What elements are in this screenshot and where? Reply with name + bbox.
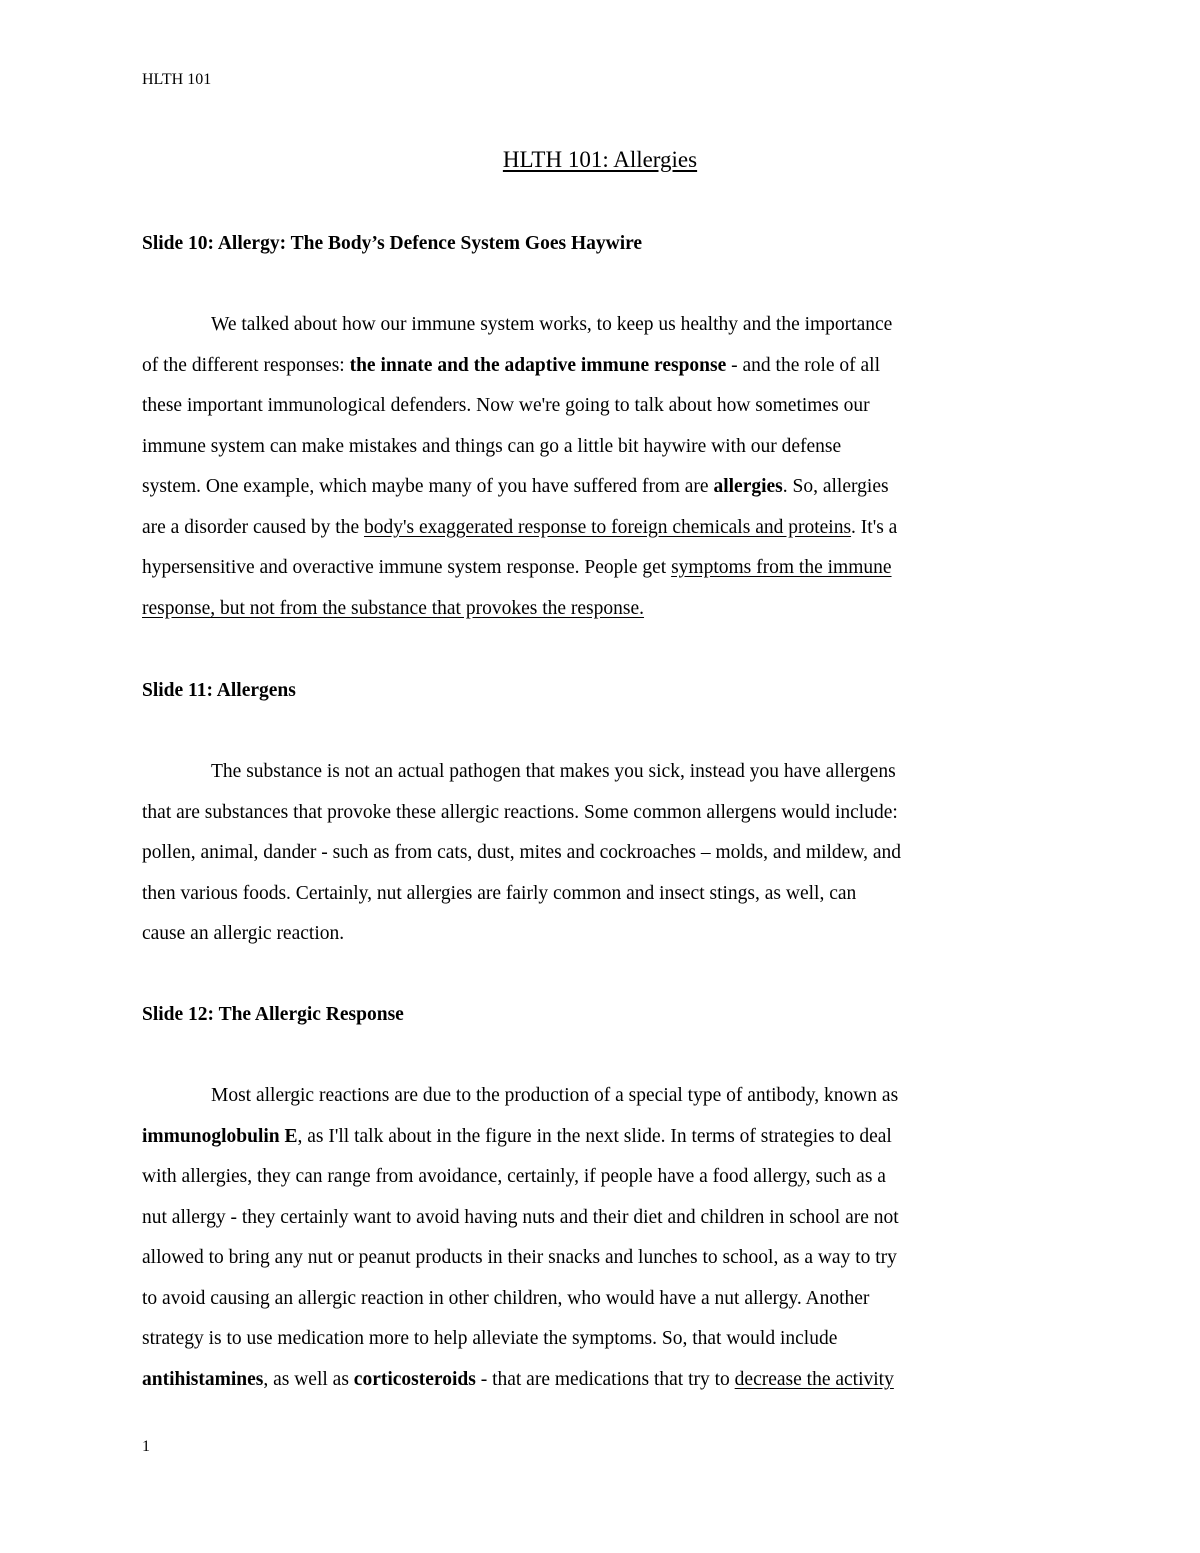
paragraph-line: these important immunological defenders. Now we're going to talk about how sometimes our [142, 395, 870, 416]
paragraph-slide-12 [142, 1076, 1072, 1400]
paragraph-line: that are substances that provoke these allergic reactions. Some common allergens would include: [142, 801, 898, 823]
paragraph-line: cause an allergic reaction. [142, 923, 345, 944]
paragraph-line: of the different responses: the innate and the adaptive immune response - and the role of all [142, 354, 881, 376]
bold-term: immunoglobulin E [142, 1125, 298, 1147]
paragraph-line: strategy is to use medication more to help alleviate the symptoms. So, that would include [142, 1328, 838, 1349]
paragraph-line: nut allergy - they certainly want to avoid having nuts and their diet and children in school are not [142, 1206, 899, 1228]
underlined-phrase: symptoms from the immune [671, 557, 892, 578]
paragraph-line: then various foods. Certainly, nut allergies are fairly common and insect stings, as well, can [142, 882, 857, 904]
paragraph-line: We talked about how our immune system works, to keep us healthy and the importance [211, 314, 893, 335]
running-head: HLTH 101 [142, 71, 212, 88]
paragraph-line: are a disorder caused by the body's exaggerated response to foreign chemicals and proteins. It's a [142, 516, 898, 538]
paragraph-line: to avoid causing an allergic reaction in other children, who would have a nut allergy. Another [142, 1287, 870, 1309]
underlined-phrase: response, but not from the substance that provokes the response. [142, 597, 645, 619]
paragraph-line: allowed to bring any nut or peanut products in their snacks and lunches to school, as a way to try [142, 1247, 897, 1268]
section-heading-slide-11: Slide 11: Allergens [142, 680, 296, 701]
bold-term: corticosteroids [353, 1368, 476, 1390]
section-heading-slide-12: Slide 12: The Allergic Response [142, 1004, 404, 1025]
paragraph-slide-11 [142, 752, 1072, 955]
paragraph-line: immunoglobulin E, as I'll talk about in the figure in the next slide. In terms of strategies to deal [142, 1125, 892, 1147]
paragraph-line: hypersensitive and overactive immune system response. People get symptoms from the immune [142, 557, 892, 578]
paragraph-line: immune system can make mistakes and things can go a little bit haywire with our defense [142, 435, 842, 457]
paragraph-line [142, 589, 1072, 630]
paragraph-line: The substance is not an actual pathogen that makes you sick, instead you have allergens [211, 761, 896, 782]
paragraph-slide-10 [142, 305, 1072, 629]
paragraph-line: system. One example, which maybe many of you have suffered from are allergies. So, allergies [142, 476, 889, 497]
paragraph-line: with allergies, they can range from avoidance, certainly, if people have a food allergy, such as a [142, 1166, 886, 1187]
paragraph-line: pollen, animal, dander - such as from cats, dust, mites and cockroaches – molds, and mildew, and [142, 842, 902, 863]
document-title: HLTH 101: Allergies [502, 147, 698, 172]
bold-term: the innate and the adaptive immune response [349, 354, 727, 376]
bold-term: antihistamines [142, 1368, 264, 1390]
paragraph-line: Most allergic reactions are due to the production of a special type of antibody, known as [211, 1085, 899, 1106]
section-heading-slide-10: Slide 10: Allergy: The Body’s Defence System Goes Haywire [142, 233, 643, 254]
paragraph-line: antihistamines, as well as corticosteroids - that are medications that try to decrease the activity [142, 1368, 894, 1390]
underlined-phrase: decrease the activity [734, 1368, 894, 1390]
underlined-phrase: body's exaggerated response to foreign chemicals and proteins [363, 516, 852, 538]
page-number: 1 [142, 1438, 150, 1455]
bold-term: allergies [713, 476, 783, 497]
